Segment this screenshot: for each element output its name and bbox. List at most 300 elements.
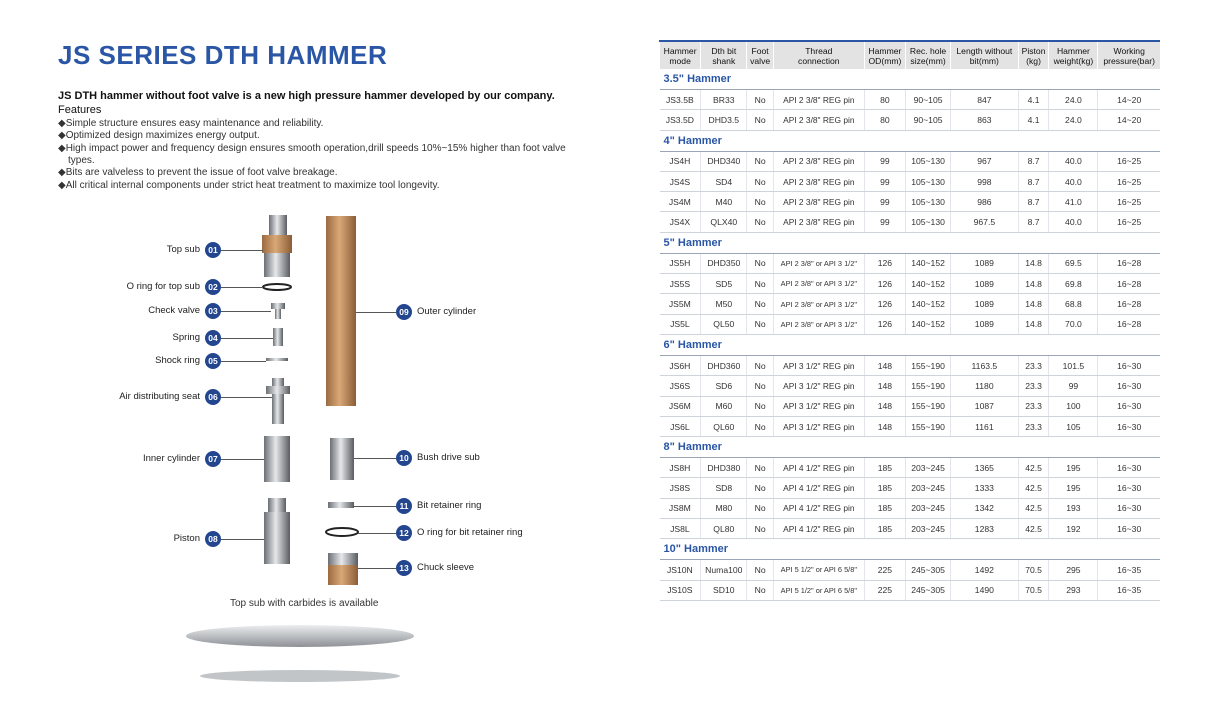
table-cell: 126 [864,314,905,334]
table-cell: QL60 [701,416,747,436]
part-label: Outer cylinder [417,306,477,317]
group-title: 10" Hammer [660,539,1161,560]
table-cell: 42.5 [1018,478,1049,498]
table-cell: 23.3 [1018,416,1049,436]
column-header-line: weight(kg) [1053,55,1094,66]
table-cell: 1333 [951,478,1019,498]
group-header-row [660,437,1161,458]
table-cell: No [747,151,773,171]
table-cell: 80 [864,110,905,130]
table-cell: 99 [864,171,905,191]
column-header-line: Rec. hole [909,45,947,56]
table-cell: 148 [864,396,905,416]
table-row [660,519,1161,539]
table-cell: 1089 [951,253,1019,273]
table-cell: SD8 [701,478,747,498]
table-row [660,355,1161,375]
table-cell: 105 [1049,416,1098,436]
availability-note: Top sub with carbides is available [230,598,379,609]
table-cell: API 2 3/8" or API 3 1/2" [773,274,864,294]
column-header-line: Foot [751,45,769,56]
table-cell: 1089 [951,314,1019,334]
table-cell: 203~245 [906,458,951,478]
table-cell: 16~25 [1098,151,1160,171]
table-cell: M60 [701,396,747,416]
table-cell: 126 [864,253,905,273]
table-cell: 140~152 [906,274,951,294]
table-cell: 140~152 [906,294,951,314]
table-cell: JS8S [660,478,701,498]
table-cell: 24.0 [1049,110,1098,130]
table-cell: 1089 [951,294,1019,314]
table-cell: 70.5 [1018,560,1049,580]
table-cell: 99 [864,151,905,171]
table-cell: 295 [1049,560,1098,580]
table-cell: 1365 [951,458,1019,478]
column-header [1018,41,1049,69]
column-header [1049,41,1098,69]
table-cell: JS8M [660,498,701,518]
table-cell: 80 [864,90,905,110]
table-cell: API 2 3/8" REG pin [773,171,864,191]
table-cell: No [747,90,773,110]
part-number-badge: 02 [205,279,221,295]
table-row [660,560,1161,580]
table-cell: 203~245 [906,478,951,498]
column-header-line: (kg) [1026,55,1041,66]
column-header [1098,41,1160,69]
table-cell: 155~190 [906,376,951,396]
table-cell: No [747,519,773,539]
group-header-row [660,539,1161,560]
column-header-line: Hammer [868,45,902,56]
table-row [660,110,1161,130]
table-cell: 245~305 [906,580,951,600]
group-header-row [660,334,1161,355]
table-cell: M50 [701,294,747,314]
table-cell: 847 [951,90,1019,110]
table-cell: 185 [864,478,905,498]
table-cell: 24.0 [1049,90,1098,110]
column-header-line: shank [712,55,736,66]
table-cell: DHD340 [701,151,747,171]
table-cell: JS10S [660,580,701,600]
table-cell: No [747,294,773,314]
table-row [660,294,1161,314]
table-row [660,376,1161,396]
column-header-line: Dth bit [711,45,737,56]
table-cell: 195 [1049,458,1098,478]
table-cell: JS8L [660,519,701,539]
part-number-badge: 13 [396,560,412,576]
table-cell: 986 [951,192,1019,212]
table-cell: 23.3 [1018,355,1049,375]
table-cell: 1490 [951,580,1019,600]
table-cell: 155~190 [906,355,951,375]
features-heading: Features [58,104,102,117]
part-label: Bit retainer ring [417,500,482,511]
table-cell: 40.0 [1049,151,1098,171]
table-cell: 101.5 [1049,355,1098,375]
table-cell: 23.3 [1018,396,1049,416]
table-cell: JS10N [660,560,701,580]
table-cell: 185 [864,498,905,518]
column-header-line: OD(mm) [868,55,902,66]
feature-item: ◆High impact power and frequency design ensures smooth operation,drill speeds 10%~15% higher than foot valve types. [58,142,566,167]
table-cell: QL80 [701,519,747,539]
table-cell: 16~30 [1098,519,1160,539]
table-cell: 14~20 [1098,110,1160,130]
column-header-line: Working [1113,45,1145,56]
column-header-line: bit(mm) [969,55,999,66]
feature-item: ◆Bits are valveless to prevent the issue of foot valve breakage. [58,167,338,179]
group-title: 6" Hammer [660,334,1161,355]
table-cell: 1342 [951,498,1019,518]
table-cell: Numa100 [701,560,747,580]
table-cell: 16~30 [1098,355,1160,375]
table-cell: 16~30 [1098,376,1160,396]
table-cell: 140~152 [906,314,951,334]
page-title: JS SERIES DTH HAMMER [58,40,388,70]
part-number-badge: 12 [396,525,412,541]
group-title: 5" Hammer [660,232,1161,253]
group-header-row [660,69,1161,90]
table-cell: 16~30 [1098,396,1160,416]
table-cell: 42.5 [1018,519,1049,539]
table-cell: 148 [864,376,905,396]
table-cell: API 2 3/8" REG pin [773,110,864,130]
table-cell: API 4 1/2" REG pin [773,458,864,478]
table-cell: 140~152 [906,253,951,273]
table-cell: 14~20 [1098,90,1160,110]
table-cell: 69.8 [1049,274,1098,294]
table-cell: JS4X [660,212,701,232]
table-cell: API 2 3/8" or API 3 1/2" [773,314,864,334]
table-cell: 126 [864,274,905,294]
table-cell: JS4H [660,151,701,171]
table-cell: API 2 3/8" or API 3 1/2" [773,253,864,273]
column-header-line: connection [798,55,840,66]
table-cell: 967 [951,151,1019,171]
table-cell: JS5L [660,314,701,334]
parts-diagram [0,200,600,620]
table-cell: 1087 [951,396,1019,416]
table-cell: 1089 [951,274,1019,294]
group-title: 8" Hammer [660,437,1161,458]
table-row [660,416,1161,436]
table-row [660,274,1161,294]
table-cell: 16~25 [1098,192,1160,212]
part-number-badge: 01 [205,242,221,258]
table-cell: 225 [864,560,905,580]
table-cell: 16~28 [1098,294,1160,314]
table-cell: 8.7 [1018,192,1049,212]
table-cell: 16~30 [1098,458,1160,478]
intro-lead: JS DTH hammer without foot valve is a new high pressure hammer developed by our company. [58,90,555,102]
group-title: 3.5" Hammer [660,69,1161,90]
table-cell: 90~105 [906,90,951,110]
table-cell: API 5 1/2" or API 6 5/8" [773,580,864,600]
part-number-badge: 11 [396,498,412,514]
table-cell: 16~30 [1098,498,1160,518]
table-row [660,458,1161,478]
table-cell: JS6L [660,416,701,436]
table-cell: 70.5 [1018,580,1049,600]
table-row [660,171,1161,191]
table-cell: 105~130 [906,171,951,191]
table-cell: 105~130 [906,192,951,212]
table-cell: 863 [951,110,1019,130]
group-title: 4" Hammer [660,130,1161,151]
table-cell: 16~35 [1098,580,1160,600]
table-cell: JS8H [660,458,701,478]
table-cell: No [747,498,773,518]
table-cell: No [747,478,773,498]
table-cell: 8.7 [1018,151,1049,171]
table-cell: JS5M [660,294,701,314]
table-cell: 1283 [951,519,1019,539]
table-cell: 1492 [951,560,1019,580]
table-cell: No [747,212,773,232]
table-cell: API 4 1/2" REG pin [773,478,864,498]
column-header [951,41,1019,69]
spec-table [659,40,1160,601]
table-row [660,212,1161,232]
part-label: Shock ring [155,355,200,366]
table-cell: 148 [864,355,905,375]
column-header-line: mode [669,55,691,66]
table-cell: 225 [864,580,905,600]
column-header [660,41,701,69]
table-cell: 105~130 [906,212,951,232]
table-cell: 293 [1049,580,1098,600]
table-cell: JS3.5D [660,110,701,130]
table-cell: No [747,560,773,580]
table-cell: No [747,171,773,191]
table-cell: No [747,192,773,212]
table-cell: 16~28 [1098,274,1160,294]
table-cell: 14.8 [1018,314,1049,334]
table-cell: 42.5 [1018,458,1049,478]
table-cell: No [747,274,773,294]
column-header-line: Thread [805,45,833,56]
part-number-badge: 04 [205,330,221,346]
table-cell: JS4S [660,171,701,191]
part-number-badge: 05 [205,353,221,369]
table-cell: SD5 [701,274,747,294]
table-cell: 40.0 [1049,212,1098,232]
table-cell: 967.5 [951,212,1019,232]
table-cell: 4.1 [1018,90,1049,110]
table-cell: JS5H [660,253,701,273]
table-cell: API 4 1/2" REG pin [773,498,864,518]
table-cell: 203~245 [906,498,951,518]
table-cell: 193 [1049,498,1098,518]
table-cell: 1163.5 [951,355,1019,375]
column-header [701,41,747,69]
table-cell: JS6S [660,376,701,396]
table-cell: 1161 [951,416,1019,436]
table-cell: No [747,458,773,478]
group-header-row [660,130,1161,151]
column-header [773,41,864,69]
column-header-line: Hammer [1056,45,1090,56]
table-cell: 155~190 [906,416,951,436]
table-row [660,396,1161,416]
table-cell: 998 [951,171,1019,191]
table-cell: No [747,416,773,436]
table-cell: API 2 3/8" or API 3 1/2" [773,294,864,314]
part-number-badge: 08 [205,531,221,547]
table-cell: 155~190 [906,396,951,416]
table-cell: API 2 3/8" REG pin [773,151,864,171]
table-cell: No [747,376,773,396]
table-cell: 16~25 [1098,171,1160,191]
table-cell: 16~30 [1098,478,1160,498]
table-cell: 100 [1049,396,1098,416]
table-cell: SD10 [701,580,747,600]
part-label: Inner cylinder [142,453,200,464]
part-number-badge: 07 [205,451,221,467]
table-cell: API 4 1/2" REG pin [773,519,864,539]
column-header-line: pressure(bar) [1103,55,1155,66]
table-cell: DHD350 [701,253,747,273]
column-header [864,41,905,69]
part-label: Air distributing seat [119,391,200,402]
table-cell: 99 [1049,376,1098,396]
table-cell: 99 [864,212,905,232]
part-label: Chuck sleeve [417,562,475,573]
table-row [660,478,1161,498]
table-cell: SD6 [701,376,747,396]
table-cell: 185 [864,519,905,539]
part-number-badge: 09 [396,304,412,320]
table-cell: 1180 [951,376,1019,396]
table-cell: JS5S [660,274,701,294]
part-label: Piston [173,533,200,544]
feature-item: ◆Optimized design maximizes energy output. [58,130,260,142]
table-cell: 195 [1049,478,1098,498]
table-cell: BR33 [701,90,747,110]
table-cell: API 2 3/8" REG pin [773,90,864,110]
table-cell: 16~25 [1098,212,1160,232]
table-cell: 8.7 [1018,212,1049,232]
table-cell: JS3.5B [660,90,701,110]
table-cell: API 3 1/2" REG pin [773,376,864,396]
table-cell: DHD380 [701,458,747,478]
column-header-line: size(mm) [910,55,946,66]
part-label: Top sub [166,244,200,255]
table-cell: 16~28 [1098,253,1160,273]
table-cell: JS4M [660,192,701,212]
column-header-line: valve [750,55,771,66]
table-cell: JS6H [660,355,701,375]
table-cell: No [747,396,773,416]
table-cell: API 3 1/2" REG pin [773,396,864,416]
table-cell: 4.1 [1018,110,1049,130]
column-header [906,41,951,69]
table-cell: M40 [701,192,747,212]
table-cell: 41.0 [1049,192,1098,212]
table-cell: No [747,580,773,600]
part-label: Bush drive sub [417,452,480,463]
part-number-badge: 06 [205,389,221,405]
table-cell: 185 [864,458,905,478]
table-cell: API 3 1/2" REG pin [773,416,864,436]
table-cell: SD4 [701,171,747,191]
table-cell: JS6M [660,396,701,416]
table-cell: DHD360 [701,355,747,375]
table-row [660,314,1161,334]
table-header-row [660,41,1161,69]
table-cell: QLX40 [701,212,747,232]
table-cell: 8.7 [1018,171,1049,191]
table-cell: 42.5 [1018,498,1049,518]
table-cell: API 3 1/2" REG pin [773,355,864,375]
column-header-line: Hammer [663,45,697,56]
table-cell: 90~105 [906,110,951,130]
table-cell: 203~245 [906,519,951,539]
feature-item: ◆All critical internal components under strict heat treatment to maximize tool longevity. [58,179,440,191]
table-cell: No [747,355,773,375]
part-number-badge: 03 [205,303,221,319]
table-row [660,192,1161,212]
part-label: O ring for top sub [126,281,200,292]
table-row [660,580,1161,600]
table-cell: 14.8 [1018,294,1049,314]
part-label: O ring for bit retainer ring [417,527,523,538]
part-label: Spring [172,332,200,343]
table-cell: 14.8 [1018,253,1049,273]
table-cell: 105~130 [906,151,951,171]
feature-item: ◆Simple structure ensures easy maintenance and reliability. [58,117,324,129]
column-header-line: Length without [956,45,1013,56]
table-cell: 99 [864,192,905,212]
table-cell: 192 [1049,519,1098,539]
table-row [660,253,1161,273]
table-row [660,90,1161,110]
table-row [660,151,1161,171]
table-cell: 14.8 [1018,274,1049,294]
table-cell: 69.5 [1049,253,1098,273]
table-cell: API 2 3/8" REG pin [773,212,864,232]
table-cell: 148 [864,416,905,436]
table-cell: 16~35 [1098,560,1160,580]
table-cell: No [747,253,773,273]
column-header [747,41,773,69]
table-row [660,498,1161,518]
table-cell: 70.0 [1049,314,1098,334]
table-cell: 23.3 [1018,376,1049,396]
group-header-row [660,232,1161,253]
table-cell: No [747,110,773,130]
table-cell: No [747,314,773,334]
table-cell: QL50 [701,314,747,334]
table-cell: 16~30 [1098,416,1160,436]
table-cell: DHD3.5 [701,110,747,130]
table-cell: 126 [864,294,905,314]
table-cell: M80 [701,498,747,518]
table-cell: 245~305 [906,560,951,580]
part-number-badge: 10 [396,450,412,466]
table-cell: API 2 3/8" REG pin [773,192,864,212]
table-cell: 40.0 [1049,171,1098,191]
table-cell: 16~28 [1098,314,1160,334]
part-label: Check valve [148,305,200,316]
table-cell: 68.8 [1049,294,1098,314]
table-cell: API 5 1/2" or API 6 5/8" [773,560,864,580]
column-header-line: Piston [1021,45,1046,56]
